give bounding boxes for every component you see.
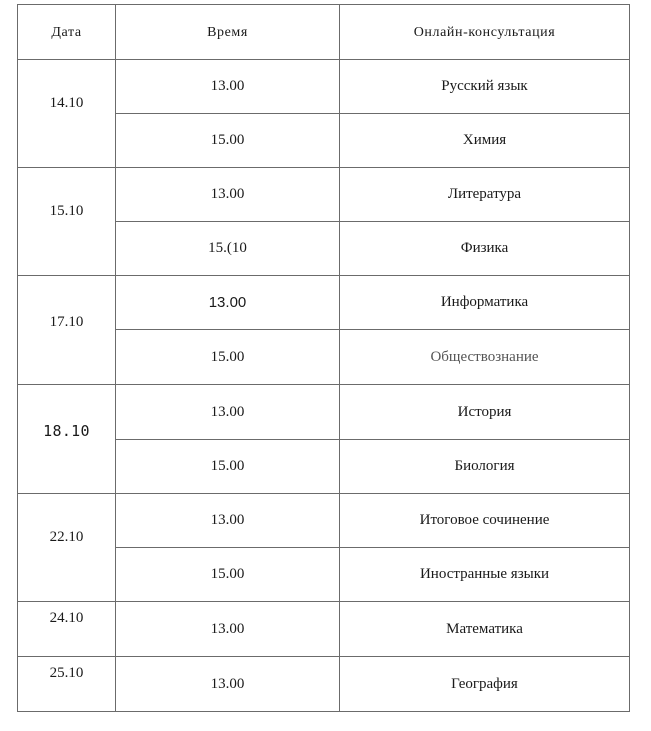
- time-cell: 13.00: [116, 494, 340, 548]
- date-value: 17.10: [49, 313, 84, 330]
- date-cell: [18, 657, 116, 712]
- date-cell: [18, 385, 116, 494]
- subject-cell: Обществознание: [340, 330, 630, 385]
- date-cell: [18, 602, 116, 657]
- table-row: [18, 60, 630, 114]
- subject-cell: Информатика: [340, 276, 630, 330]
- date-cell: [18, 276, 116, 385]
- date-cell: [18, 168, 116, 276]
- header-date-label: Дата: [51, 24, 82, 40]
- time-cell: 15.00: [116, 440, 340, 494]
- subject-cell: Русский язык: [340, 60, 630, 114]
- subject-cell: Иностранные языки: [340, 548, 630, 602]
- table-row: [18, 168, 630, 222]
- time-cell: 13.00: [116, 60, 340, 114]
- date-value: 14.10: [49, 95, 84, 111]
- table-row: [18, 602, 630, 657]
- time-cell: 15.00: [116, 330, 340, 385]
- date-cell: [18, 60, 116, 168]
- table-row: [18, 276, 630, 330]
- subject-cell: География: [340, 657, 630, 712]
- header-subject-label: Онлайн-консультация: [413, 24, 556, 40]
- header-subject: [340, 5, 630, 60]
- time-cell: 13.00: [116, 168, 340, 222]
- date-value: 22.10: [49, 529, 84, 545]
- date-cell: [18, 494, 116, 602]
- time-cell: 15.00: [116, 548, 340, 602]
- subject-cell: Литература: [340, 168, 630, 222]
- subject-cell: Физика: [340, 222, 630, 276]
- time-cell: 13.00: [116, 657, 340, 712]
- table-row: [18, 657, 630, 712]
- table-row: [18, 494, 630, 548]
- subject-cell: Химия: [340, 114, 630, 168]
- subject-cell: Итоговое сочинение: [340, 494, 630, 548]
- date-value: 15.10: [49, 203, 84, 219]
- subject-cell: Биология: [340, 440, 630, 494]
- date-value: 24.10: [49, 609, 84, 626]
- time-cell: 13.00: [116, 276, 340, 330]
- date-value: 25.10: [49, 664, 84, 681]
- table-header-row: [18, 5, 630, 60]
- header-date: [18, 5, 116, 60]
- time-cell: 13.00: [116, 385, 340, 440]
- header-time-label: Время: [207, 24, 248, 40]
- time-cell: 15.00: [116, 114, 340, 168]
- subject-cell: История: [340, 385, 630, 440]
- table-row: [18, 385, 630, 440]
- time-cell: 15.(10: [116, 222, 340, 276]
- subject-cell: Математика: [340, 602, 630, 657]
- header-time: [116, 5, 340, 60]
- date-value: 18.10: [43, 422, 90, 440]
- consultation-schedule-table: [17, 4, 630, 712]
- time-cell: 13.00: [116, 602, 340, 657]
